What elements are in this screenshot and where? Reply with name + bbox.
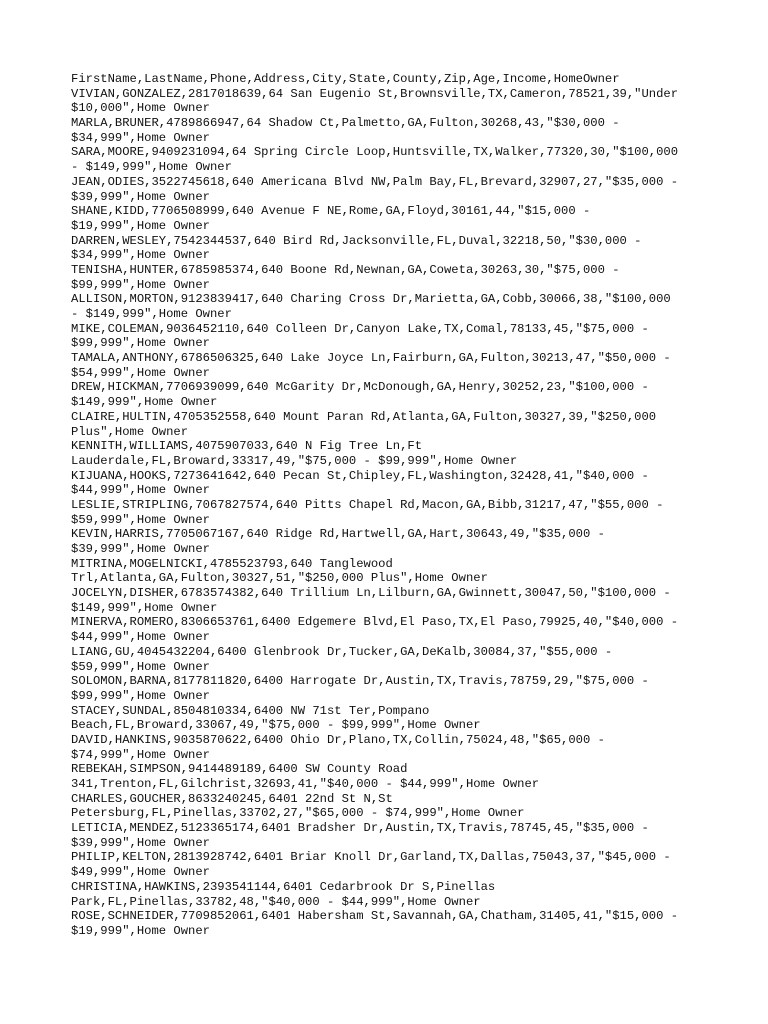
csv-text-line: $39,999",Home Owner bbox=[71, 542, 210, 556]
csv-text-line: KENNITH,WILLIAMS,4075907033,640 N Fig Tree Ln,Ft bbox=[71, 439, 423, 454]
csv-text-line: DAVID,HANKINS,9035870622,6400 Ohio Dr,Plano,TX,Collin,75024,48,"$65,000 - bbox=[71, 732, 605, 747]
csv-text-line: 341,Trenton,FL,Gilchrist,32693,41,"$40,000 - $44,999",Home Owner bbox=[71, 777, 540, 791]
csv-text-line: - $149,999",Home Owner bbox=[71, 307, 232, 321]
csv-text-line: Park,FL,Pinellas,33782,48,"$40,000 - $44,999",Home Owner bbox=[71, 894, 481, 909]
csv-text-line: Trl,Atlanta,GA,Fulton,30327,51,"$250,000 Plus",Home Owner bbox=[71, 571, 488, 586]
csv-text-line: MIKE,COLEMAN,9036452110,640 Colleen Dr,Canyon Lake,TX,Comal,78133,45,"$75,000 - bbox=[71, 321, 649, 336]
csv-text-line: JEAN,ODIES,3522745618,640 Americana Blvd NW,Palm Bay,FL,Brevard,32907,27,"$35,000 - bbox=[71, 174, 679, 189]
csv-text-line: CHRISTINA,HAWKINS,2393541144,6401 Cedarbrook Dr S,Pinellas bbox=[71, 879, 496, 894]
csv-text-line: KIJUANA,HOOKS,7273641642,640 Pecan St,Chipley,FL,Washington,32428,41,"$40,000 - bbox=[71, 468, 649, 483]
csv-text-line: LETICIA,MENDEZ,5123365174,6401 Bradsher Dr,Austin,TX,Travis,78745,45,"$35,000 - bbox=[71, 821, 649, 836]
csv-text-line: $149,999",Home Owner bbox=[71, 395, 218, 410]
csv-text-line: DARREN,WESLEY,7542344537,640 Bird Rd,Jacksonville,FL,Duval,32218,50,"$30,000 - bbox=[71, 233, 642, 248]
csv-header-line: FirstName,LastName,Phone,Address,City,State,County,Zip,Age,Income,HomeOwner bbox=[71, 72, 620, 86]
csv-text-line: $59,999",Home Owner bbox=[71, 659, 210, 674]
csv-text-line: $99,999",Home Owner bbox=[71, 336, 210, 351]
csv-text-line: VIVIAN,GONZALEZ,2817018639,64 San Eugenio St,Brownsville,TX,Cameron,78521,39,"Under bbox=[71, 86, 679, 101]
csv-text-line: $39,999",Home Owner bbox=[71, 189, 210, 204]
csv-text-line: TAMALA,ANTHONY,6786506325,640 Lake Joyce Ln,Fairburn,GA,Fulton,30213,47,"$50,000 - bbox=[71, 351, 671, 366]
csv-text-line: $149,999",Home Owner bbox=[71, 600, 218, 615]
csv-text-line: $34,999",Home Owner bbox=[71, 130, 210, 145]
csv-text-line: ROSE,SCHNEIDER,7709852061,6401 Habersham St,Savannah,GA,Chatham,31405,41,"$15,000 - bbox=[71, 909, 679, 924]
csv-text-line: $59,999",Home Owner bbox=[71, 512, 210, 527]
csv-text-line: $39,999",Home Owner bbox=[71, 835, 210, 850]
csv-text-line: DREW,HICKMAN,7706939099,640 McGarity Dr,McDonough,GA,Henry,30252,23,"$100,000 - bbox=[71, 380, 649, 395]
csv-text-line: KEVIN,HARRIS,7705067167,640 Ridge Rd,Hartwell,GA,Hart,30643,49,"$35,000 - bbox=[71, 527, 605, 542]
csv-text-line: ALLISON,MORTON,9123839417,640 Charing Cross Dr,Marietta,GA,Cobb,30066,38,"$100,000 bbox=[71, 292, 671, 307]
csv-text-line: $99,999",Home Owner bbox=[71, 277, 210, 292]
csv-text-line: Beach,FL,Broward,33067,49,"$75,000 - $99,999",Home Owner bbox=[71, 718, 481, 733]
csv-text-line: $44,999",Home Owner bbox=[71, 483, 210, 498]
csv-text-line: CHARLES,GOUCHER,8633240245,6401 22nd St N,St bbox=[71, 791, 393, 806]
csv-text-line: $19,999",Home Owner bbox=[71, 923, 210, 938]
csv-text-line: MARLA,BRUNER,4789866947,64 Shadow Ct,Palmetto,GA,Fulton,30268,43,"$30,000 - bbox=[71, 116, 620, 131]
csv-text-line: PHILIP,KELTON,2813928742,6401 Briar Knoll Dr,Garland,TX,Dallas,75043,37,"$45,000 - bbox=[71, 850, 671, 865]
csv-text-line: LESLIE,STRIPLING,7067827574,640 Pitts Chapel Rd,Macon,GA,Bibb,31217,47,"$55,000 - bbox=[71, 497, 664, 512]
csv-text-line: $44,999",Home Owner bbox=[71, 630, 210, 645]
csv-text-line: Plus",Home Owner bbox=[71, 424, 189, 439]
csv-text-line: CLAIRE,HULTIN,4705352558,640 Mount Paran Rd,Atlanta,GA,Fulton,30327,39,"$250,000 bbox=[71, 409, 657, 424]
csv-text-line: $10,000",Home Owner bbox=[71, 101, 210, 116]
csv-text-line: SHANE,KIDD,7706508999,640 Avenue F NE,Rome,GA,Floyd,30161,44,"$15,000 - bbox=[71, 204, 591, 219]
csv-text-line: LIANG,GU,4045432204,6400 Glenbrook Dr,Tucker,GA,DeKalb,30084,37,"$55,000 - bbox=[71, 644, 613, 659]
csv-text-block bbox=[71, 72, 701, 939]
csv-text-line: - $149,999",Home Owner bbox=[71, 160, 232, 175]
csv-text-line: REBEKAH,SIMPSON,9414489189,6400 SW County Road bbox=[71, 762, 408, 777]
csv-text-line: TENISHA,HUNTER,6785985374,640 Boone Rd,Newnan,GA,Coweta,30263,30,"$75,000 - bbox=[71, 262, 620, 277]
csv-text-line: MITRINA,MOGELNICKI,4785523793,640 Tanglewood bbox=[71, 556, 393, 571]
csv-text-line: $19,999",Home Owner bbox=[71, 218, 210, 233]
csv-text-line: $74,999",Home Owner bbox=[71, 747, 210, 762]
csv-text-line: $34,999",Home Owner bbox=[71, 248, 210, 263]
csv-text-line: SARA,MOORE,9409231094,64 Spring Circle Loop,Huntsville,TX,Walker,77320,30,"$100,000 bbox=[71, 145, 679, 160]
csv-text-line: $54,999",Home Owner bbox=[71, 365, 210, 380]
csv-text-line: Petersburg,FL,Pinellas,33702,27,"$65,000 - $74,999",Home Owner bbox=[71, 806, 525, 821]
csv-text-line: $49,999",Home Owner bbox=[71, 865, 210, 880]
csv-text-line: SOLOMON,BARNA,8177811820,6400 Harrogate Dr,Austin,TX,Travis,78759,29,"$75,000 - bbox=[71, 674, 649, 689]
csv-text-line: MINERVA,ROMERO,8306653761,6400 Edgemere Blvd,El Paso,TX,El Paso,79925,40,"$40,000 - bbox=[71, 615, 679, 630]
csv-text-line: Lauderdale,FL,Broward,33317,49,"$75,000 - $99,999",Home Owner bbox=[71, 453, 518, 468]
csv-text-line: STACEY,SUNDAL,8504810334,6400 NW 71st Ter,Pompano bbox=[71, 703, 430, 718]
csv-text-line: JOCELYN,DISHER,6783574382,640 Trillium Ln,Lilburn,GA,Gwinnett,30047,50,"$100,000 - bbox=[71, 586, 671, 601]
csv-text-line: $99,999",Home Owner bbox=[71, 688, 210, 703]
